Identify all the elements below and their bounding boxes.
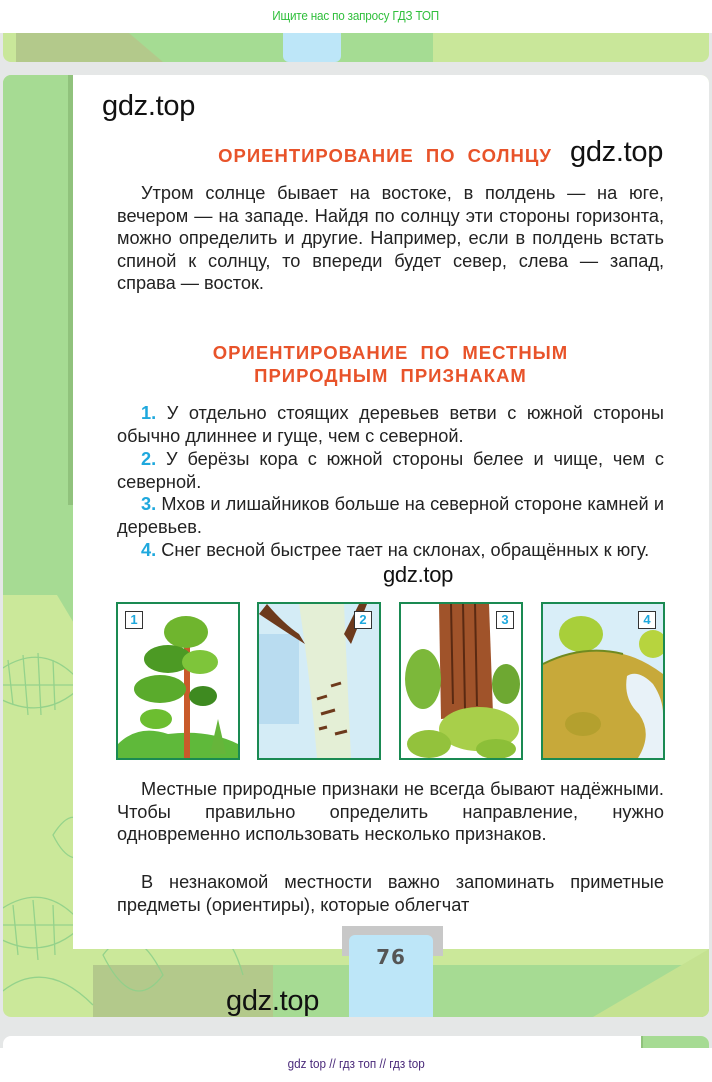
heading-orientation-by-sun: ОРИЕНТИРОВАНИЕ ПО СОЛНЦУ xyxy=(218,145,552,166)
item-number: 4. xyxy=(141,540,157,560)
item-number: 3. xyxy=(141,494,157,514)
bottom-banner-text: gdz top // гдз топ // гдз top xyxy=(287,1056,425,1071)
sign-item-4 xyxy=(117,539,664,562)
item-number: 2. xyxy=(141,449,157,469)
paragraph-reliability xyxy=(117,778,664,846)
heading-orientation-by-local-signs xyxy=(117,342,664,387)
picture-label-1: 1 xyxy=(125,611,143,629)
item-text: Снег весной быстрее тает на склонах, обращённых к югу. xyxy=(161,540,650,560)
sign-item-1 xyxy=(117,402,664,447)
sign-item-2 xyxy=(117,448,664,493)
picture-4-snowy-slope xyxy=(541,602,665,760)
paragraph-text: Утром солнце бывает на востоке, в полдень — на юге, вечером — на западе. Найдя по солнцу эти стороны горизонта, можно определить и другие. Например, если в полдень встать спиной к солнцу, то впереди будет север, слева — запад, справа — восток. xyxy=(117,183,664,294)
bottom-ad-banner[interactable] xyxy=(0,1048,712,1082)
paragraph-orientation-by-sun xyxy=(117,182,664,295)
picture-label-3: 3 xyxy=(496,611,514,629)
item-text: У отдельно стоящих деревьев ветви с южной стороны обычно длиннее и гуще, чем с северной. xyxy=(117,403,664,446)
picture-label-4: 4 xyxy=(638,611,656,629)
top-banner-text: Ищите нас по запросу ГДЗ ТОП xyxy=(272,8,440,23)
page-number: 76 xyxy=(376,945,406,969)
sign-item-3 xyxy=(117,493,664,538)
previous-page-edge xyxy=(3,28,709,62)
picture-3-tree-with-moss xyxy=(399,602,523,760)
item-text: У берёзы кора с южной стороны белее и чище, чем с северной. xyxy=(117,449,664,492)
watermark-heading-right: gdz.top xyxy=(570,136,664,168)
item-number: 1. xyxy=(141,403,157,423)
picture-1-pine-tree xyxy=(116,602,240,760)
heading-line-1: ОРИЕНТИРОВАНИЕ ПО МЕСТНЫМ xyxy=(212,342,569,363)
paragraph-text: В незнакомой местности важно запоминать приметные предметы (ориентиры), которые облегчат xyxy=(117,872,664,915)
paragraph-text: Местные природные признаки не всегда бывают надёжными. Чтобы правильно определить направление, нужно одновременно использовать несколько признаков. xyxy=(117,779,664,845)
heading-line-2: ПРИРОДНЫМ ПРИЗНАКАМ xyxy=(254,365,527,386)
paragraph-landmarks xyxy=(117,871,664,916)
watermark-below-list: gdz.top xyxy=(383,562,454,587)
watermark-bottom: gdz.top xyxy=(226,985,320,1017)
decor-green-shape xyxy=(123,28,433,62)
watermark-top-left: gdz.top xyxy=(102,90,196,122)
item-text: Мхов и лишайников больше на северной стороне камней и деревьев. xyxy=(117,494,664,537)
top-ad-banner[interactable] xyxy=(0,0,712,33)
previous-page-number-tab xyxy=(283,28,341,62)
picture-2-birch-bark xyxy=(257,602,381,760)
picture-label-2: 2 xyxy=(354,611,372,629)
page-number-tab xyxy=(349,935,433,1017)
